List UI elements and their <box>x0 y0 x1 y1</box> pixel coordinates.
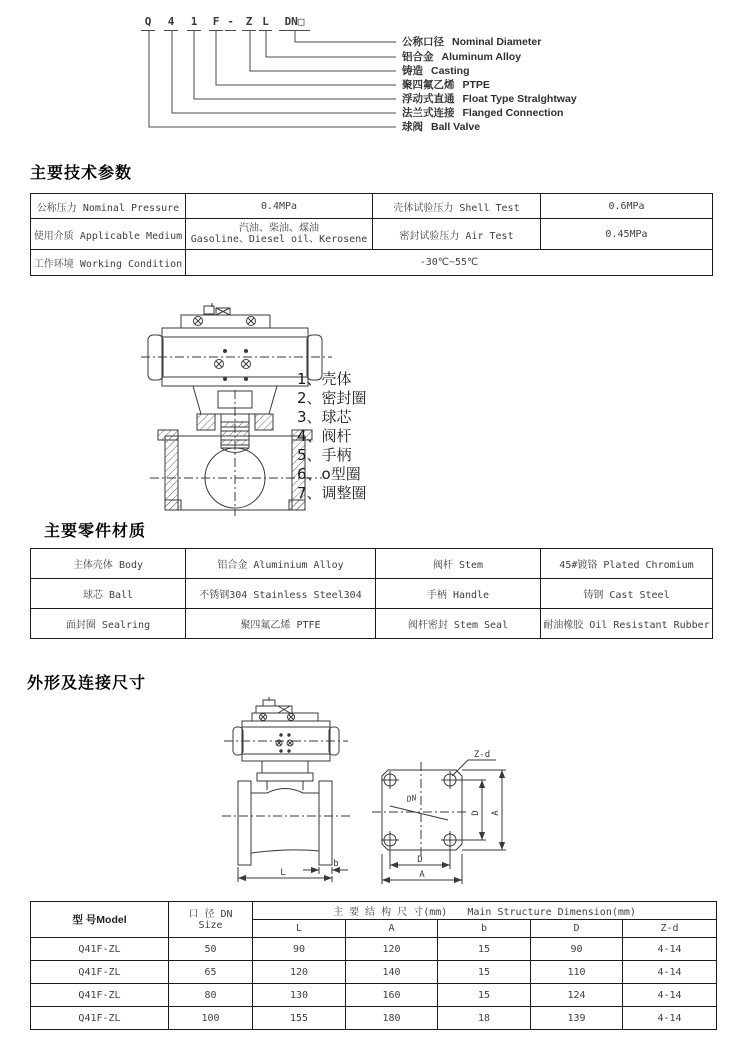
label-en: Flanged Connection <box>462 107 564 119</box>
part-item-5: 5、手柄 <box>297 446 352 464</box>
dim-label-zd: Z-d <box>473 750 491 760</box>
label-en: Ball Valve <box>431 121 481 133</box>
valve-outline-figure <box>220 696 552 896</box>
label-cn: 法兰式连接 <box>402 107 455 119</box>
dim-label-d-vert: D <box>471 810 481 816</box>
code-char-l: L <box>259 15 272 31</box>
cell-a: 120 <box>346 938 438 961</box>
label-cn: 聚四氟乙烯 <box>402 79 455 91</box>
dimensions-title: 外形及连接尺寸 <box>27 675 147 692</box>
cell-dn: 80 <box>169 984 253 1007</box>
label-ball-valve <box>402 121 480 134</box>
cell-b: 15 <box>438 961 531 984</box>
cell-l: 120 <box>253 961 346 984</box>
materials-table <box>30 548 713 639</box>
header-dn-size <box>169 902 253 938</box>
cell-d: 124 <box>531 984 623 1007</box>
cell-medium-label: 使用介质 Applicable Medium <box>31 219 186 250</box>
cell-l: 130 <box>253 984 346 1007</box>
label-aluminum-alloy <box>402 51 521 64</box>
cell-working-condition-label: 工作环境 Working Condition <box>31 250 186 276</box>
cell-zd: 4-14 <box>623 961 717 984</box>
cell-ball-material: 不锈钢304 Stainless Steel304 <box>186 579 376 609</box>
cell-body-material: 铝合金 Aluminium Alloy <box>186 549 376 579</box>
cell-handle-label: 手柄 Handle <box>376 579 541 609</box>
part-item-6: 6、o型圈 <box>297 465 361 483</box>
cell-a: 180 <box>346 1007 438 1030</box>
label-en: Aluminum Alloy <box>441 51 522 63</box>
label-cn: 铝合金 <box>402 51 434 63</box>
cell-dn: 65 <box>169 961 253 984</box>
cell-air-test-value: 0.45MPa <box>541 219 713 250</box>
cell-d: 139 <box>531 1007 623 1030</box>
cell-a: 160 <box>346 984 438 1007</box>
cell-b: 15 <box>438 938 531 961</box>
cell-ball-label: 球芯 Ball <box>31 579 186 609</box>
cell-b: 18 <box>438 1007 531 1030</box>
medium-cn: 汽油、柴油、煤油 <box>239 223 319 234</box>
dim-label-dn: DN <box>406 793 418 804</box>
header-main-structure <box>253 902 717 920</box>
cell-model: Q41F-ZL <box>31 938 169 961</box>
cell-air-test-label: 密封试验压力 Air Test <box>373 219 541 250</box>
code-char-dash: - <box>225 15 236 31</box>
cell-shell-test-value: 0.6MPa <box>541 194 713 219</box>
designation-leader-lines <box>0 0 745 150</box>
cell-body-label: 主体壳体 Body <box>31 549 186 579</box>
materials-title: 主要零件材质 <box>44 523 147 540</box>
dim-label-a-vert: A <box>491 810 501 816</box>
tech-params-table <box>30 193 713 276</box>
cell-nominal-pressure-label: 公称压力 Nominal Pressure <box>31 194 186 219</box>
header-main-structure-cn: 主 要 结 构 尺 寸(mm) <box>333 907 448 918</box>
cell-zd: 4-14 <box>623 938 717 961</box>
cell-zd: 4-14 <box>623 1007 717 1030</box>
header-col-zd: Z-d <box>623 920 717 938</box>
header-main-structure-en: Main Structure Dimension(mm) <box>467 907 636 918</box>
cell-stemseal-material: 耐油橡胶 Oil Resistant Rubber <box>541 609 713 639</box>
parts-list <box>297 370 367 503</box>
cell-stemseal-label: 阀杆密封 Stem Seal <box>376 609 541 639</box>
cell-model: Q41F-ZL <box>31 961 169 984</box>
cell-sealring-material: 聚四氟乙烯 PTFE <box>186 609 376 639</box>
header-model: 型 号Model <box>31 902 169 938</box>
part-item-7: 7、调整圈 <box>297 484 367 502</box>
cell-dn: 100 <box>169 1007 253 1030</box>
code-char-f: F <box>209 15 223 31</box>
cell-zd: 4-14 <box>623 984 717 1007</box>
cell-model: Q41F-ZL <box>31 984 169 1007</box>
table-row <box>31 938 717 961</box>
part-item-1: 1、壳体 <box>297 370 352 388</box>
label-ptfe <box>402 79 490 92</box>
part-item-2: 2、密封圈 <box>297 389 367 407</box>
label-nominal-diameter <box>402 36 541 49</box>
dimension-table <box>30 901 717 1030</box>
header-dn-en: Size <box>198 919 223 931</box>
code-char-1: 1 <box>187 15 201 31</box>
part-item-3: 3、球芯 <box>297 408 352 426</box>
cell-stem-material: 45#镀铬 Plated Chromium <box>541 549 713 579</box>
header-dn-cn: 口 径 DN <box>188 908 233 920</box>
cell-working-condition-value: -30℃~55℃ <box>186 250 713 276</box>
label-float-type <box>402 93 577 106</box>
header-col-l: L <box>253 920 346 938</box>
part-item-4: 4、阀杆 <box>297 427 352 445</box>
label-en: Float Type Stralghtway <box>462 93 577 105</box>
cell-d: 110 <box>531 961 623 984</box>
cell-d: 90 <box>531 938 623 961</box>
table-row <box>31 961 717 984</box>
cell-sealring-label: 面封圈 Sealring <box>31 609 186 639</box>
table-row <box>31 984 717 1007</box>
dim-label-a-horiz: A <box>419 870 425 880</box>
cell-handle-material: 铸钢 Cast Steel <box>541 579 713 609</box>
header-col-a: A <box>346 920 438 938</box>
cell-shell-test-label: 壳体试验压力 Shell Test <box>373 194 541 219</box>
cell-b: 15 <box>438 984 531 1007</box>
tech-params-title: 主要技术参数 <box>30 165 133 182</box>
dim-label-d-horiz: D <box>417 855 423 865</box>
cell-nominal-pressure-value: 0.4MPa <box>186 194 373 219</box>
label-cn: 公称口径 <box>402 36 444 48</box>
cell-stem-label: 阀杆 Stem <box>376 549 541 579</box>
label-en: Casting <box>431 65 470 77</box>
medium-en: Gasoline、Diesel oil、Kerosene <box>190 234 368 245</box>
code-char-4: 4 <box>164 15 178 31</box>
label-cn: 浮动式直通 <box>402 93 455 105</box>
label-en: Nominal Diameter <box>452 36 542 48</box>
cell-l: 155 <box>253 1007 346 1030</box>
cell-medium-value <box>186 219 373 250</box>
dim-label-b: b <box>333 859 339 869</box>
code-char-q: Q <box>141 15 155 31</box>
label-casting <box>402 65 470 78</box>
cell-dn: 50 <box>169 938 253 961</box>
table-row <box>31 1007 717 1030</box>
code-char-dn: DN□ <box>279 15 310 31</box>
label-cn: 球阀 <box>402 121 423 133</box>
label-cn: 铸造 <box>402 65 423 77</box>
cell-l: 90 <box>253 938 346 961</box>
code-char-z: Z <box>242 15 256 31</box>
label-en: PTPE <box>462 79 490 91</box>
header-col-b: b <box>438 920 531 938</box>
cell-model: Q41F-ZL <box>31 1007 169 1030</box>
label-flanged <box>402 107 563 120</box>
cell-a: 140 <box>346 961 438 984</box>
dim-label-l: L <box>280 868 286 878</box>
header-col-d: D <box>531 920 623 938</box>
